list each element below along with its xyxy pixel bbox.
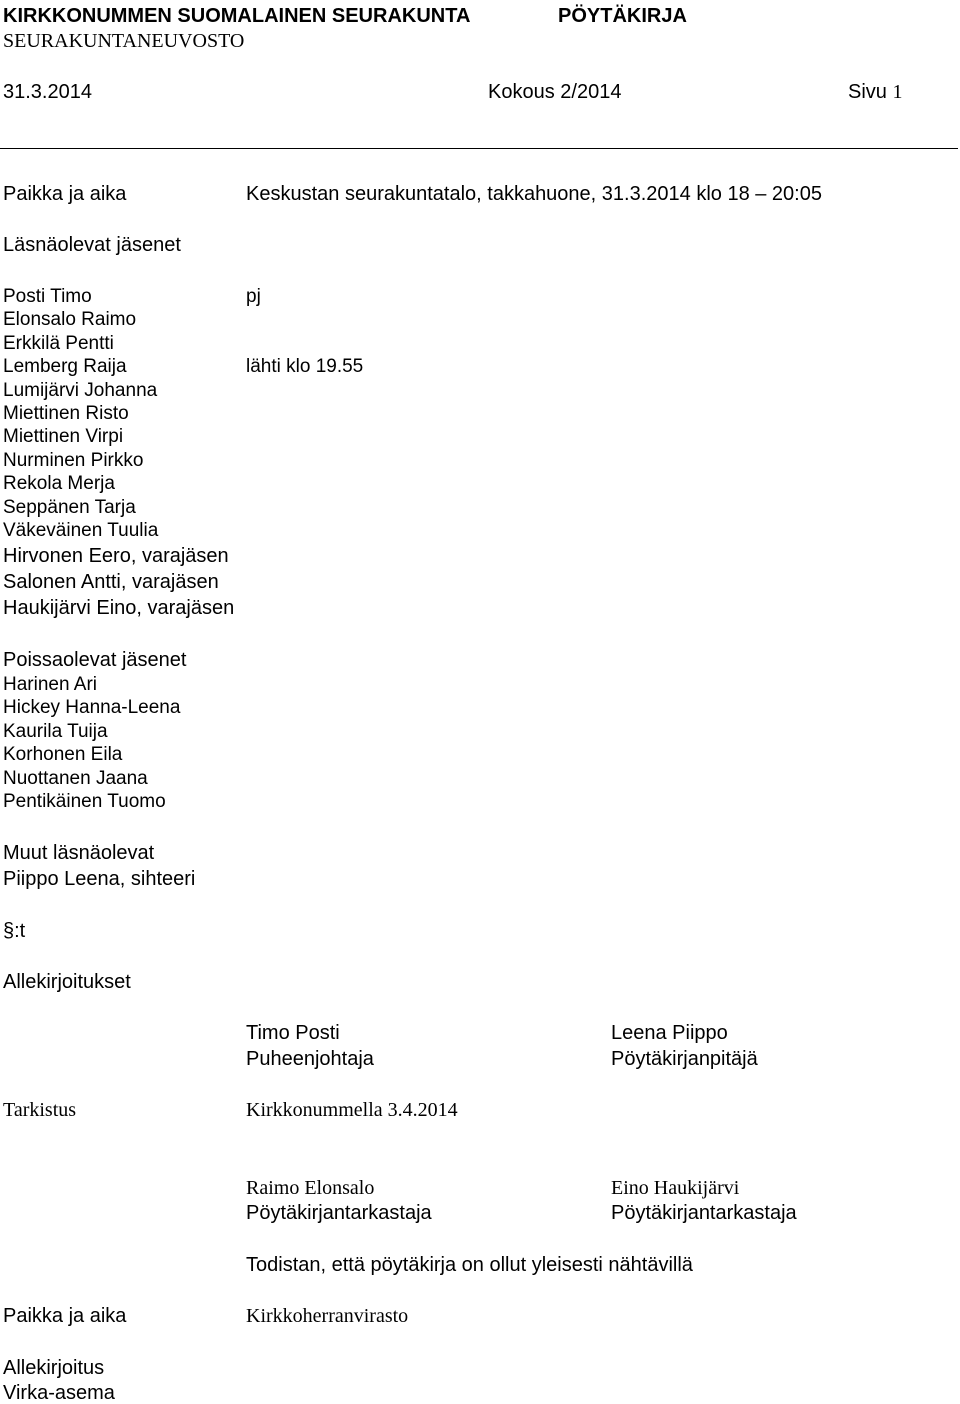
others-heading: Muut läsnäolevat [3, 842, 155, 864]
reviewer2-role: Pöytäkirjantarkastaja [611, 1202, 797, 1224]
list-item: Nuottanen Jaana [3, 767, 148, 789]
list-item: Miettinen Risto [3, 402, 129, 424]
present-heading: Läsnäolevat jäsenet [3, 234, 181, 256]
reviewer1-role: Pöytäkirjantarkastaja [246, 1202, 432, 1224]
list-item: Erkkilä Pentti [3, 332, 114, 354]
review-label: Tarkistus [3, 1099, 77, 1121]
others-member: Piippo Leena, sihteeri [3, 868, 196, 890]
certification-position-label: Virka-asema [3, 1382, 115, 1404]
secretary-name: Leena Piippo [611, 1022, 728, 1044]
meeting-number: Kokous 2/2014 [488, 81, 622, 103]
page-label: Sivu [848, 81, 887, 103]
member-note-left-early: lähti klo 19.55 [246, 356, 364, 377]
list-item: Nurminen Pirkko [3, 449, 144, 471]
member-note-chair: pj [246, 286, 261, 307]
deputy-members-list [3, 543, 234, 621]
list-item: Elonsalo Raimo [3, 309, 137, 331]
list-item: Posti Timo [3, 286, 92, 307]
list-item: Harinen Ari [3, 674, 97, 695]
reviewer2-name: Eino Haukijärvi [611, 1177, 740, 1199]
reviewer1-name: Raimo Elonsalo [246, 1177, 375, 1199]
place-time-label: Paikka ja aika [3, 183, 127, 205]
list-item: Kaurila Tuija [3, 720, 108, 742]
list-item: Hirvonen Eero, varajäsen [3, 545, 229, 567]
chair-role: Puheenjohtaja [246, 1048, 374, 1070]
list-item: Salonen Antti, varajäsen [3, 571, 219, 593]
list-item: Lumijärvi Johanna [3, 379, 158, 401]
present-members-list [3, 285, 158, 542]
certification-text: Todistan, että pöytäkirja on ollut yleisesti nähtävillä [246, 1254, 693, 1276]
sections-label: §:t [3, 920, 26, 942]
certification-signature-label: Allekirjoitus [3, 1357, 105, 1379]
place-time-value: Keskustan seurakuntatalo, takkahuone, 31.3.2014 klo 18 – 20:05 [246, 183, 822, 205]
list-item: Lemberg Raija [3, 356, 127, 378]
meeting-date: 31.3.2014 [3, 81, 92, 103]
list-item: Haukijärvi Eino, varajäsen [3, 597, 235, 619]
list-item: Korhonen Eila [3, 744, 123, 766]
absent-heading: Poissaolevat jäsenet [3, 649, 187, 671]
section-sign-icon: § [3, 920, 15, 942]
organization-name: KIRKKONUMMEN SUOMALAINEN SEURAKUNTA [3, 5, 471, 27]
list-item: Rekola Merja [3, 473, 115, 495]
header-divider [0, 148, 958, 149]
absent-members-list [3, 673, 180, 813]
chair-name: Timo Posti [246, 1022, 340, 1044]
body-name: SEURAKUNTANEUVOSTO [3, 30, 245, 52]
page-indicator [848, 82, 902, 102]
document-type: PÖYTÄKIRJA [558, 5, 687, 27]
signatures-heading: Allekirjoitukset [3, 971, 131, 993]
list-item: Pentikäinen Tuomo [3, 790, 166, 812]
secretary-role: Pöytäkirjanpitäjä [611, 1048, 758, 1070]
list-item: Seppänen Tarja [3, 496, 136, 518]
certification-place-time-label: Paikka ja aika [3, 1305, 127, 1327]
certification-place-value: Kirkkoherranvirasto [246, 1305, 409, 1327]
page-number: 1 [892, 81, 903, 103]
list-item: Hickey Hanna-Leena [3, 697, 181, 719]
list-item: Väkeväinen Tuulia [3, 519, 159, 541]
review-place-date: Kirkkonummella 3.4.2014 [246, 1099, 458, 1121]
list-item: Miettinen Virpi [3, 426, 124, 448]
